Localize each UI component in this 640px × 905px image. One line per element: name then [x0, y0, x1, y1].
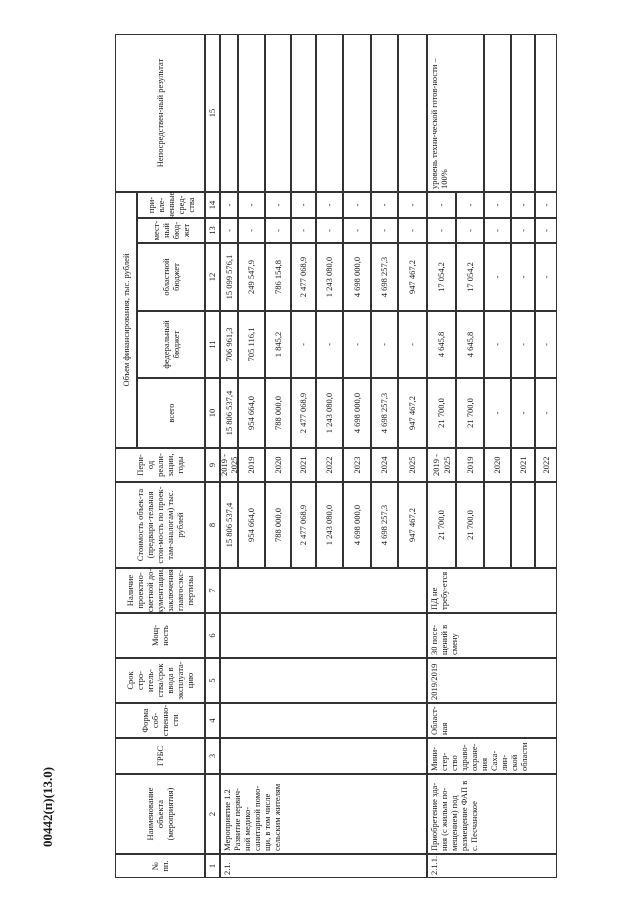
header-col11: федеральный бюджет: [137, 311, 205, 378]
attracted-cell: -: [484, 192, 511, 218]
period-cell: 2019: [238, 448, 265, 482]
cost-cell: 1 243 080,0: [316, 482, 343, 568]
period-cell: 2020: [265, 448, 291, 482]
local-cell: -: [371, 218, 398, 243]
regional-cell: 4 698 257,3: [371, 243, 398, 311]
row-psd: [220, 568, 427, 613]
federal-cell: 1 845,2: [265, 311, 291, 378]
column-number: 11: [205, 311, 220, 378]
period-cell: 2021: [511, 448, 535, 482]
column-number: 3: [205, 738, 220, 774]
column-number: 12: [205, 243, 220, 311]
header-col9: Пери-од реали-зации, годы: [115, 448, 205, 482]
regional-cell: 249 547,9: [238, 243, 265, 311]
cost-cell: [535, 482, 557, 568]
cost-cell: 21 700,0: [456, 482, 484, 568]
cost-cell: 4 698 257,3: [371, 482, 398, 568]
header-col15: Непосредствен-ный результат: [115, 34, 205, 192]
row-capacity: 30 посе-щений в смену: [427, 613, 557, 658]
column-number: 10: [205, 378, 220, 448]
attracted-cell: -: [265, 192, 291, 218]
cost-cell: 954 664,0: [238, 482, 265, 568]
footer-code: 00442(п)(13.0): [40, 766, 55, 848]
result-cell: [291, 34, 316, 192]
result-cell: [316, 34, 343, 192]
regional-cell: -: [484, 243, 511, 311]
row-number: 2.1.1.: [427, 854, 557, 878]
header-col2: Наименование объекта (мероприятия): [115, 774, 205, 854]
header-col1: № пп.: [115, 854, 205, 878]
financing-table-wrapper: [115, 34, 615, 878]
total-cell: -: [484, 378, 511, 448]
period-cell: 2021: [291, 448, 316, 482]
header-financing-title: Объем финансирования, тыс. рублей: [115, 192, 137, 448]
header-col10: всего: [137, 378, 205, 448]
cost-cell: 2 477 068,9: [291, 482, 316, 568]
regional-cell: 947 467,2: [398, 243, 427, 311]
column-number: 9: [205, 448, 220, 482]
regional-cell: 17 054,2: [427, 243, 456, 311]
row-ownership: Област-ная: [427, 703, 557, 738]
cost-cell: 21 700,0: [427, 482, 456, 568]
column-number: 6: [205, 613, 220, 658]
regional-cell: -: [511, 243, 535, 311]
column-number: 5: [205, 658, 220, 703]
column-number: 8: [205, 482, 220, 568]
local-cell: -: [535, 218, 557, 243]
result-cell: [398, 34, 427, 192]
column-number: 15: [205, 34, 220, 192]
cost-cell: 15 806 537,4: [220, 482, 238, 568]
regional-cell: -: [535, 243, 557, 311]
row-psd: ПД не требу-ется: [427, 568, 557, 613]
local-cell: -: [316, 218, 343, 243]
local-cell: -: [427, 218, 456, 243]
attracted-cell: -: [343, 192, 371, 218]
federal-cell: -: [343, 311, 371, 378]
regional-cell: 4 698 000,0: [343, 243, 371, 311]
row-name: Мероприятие 1.2 Развитие первич-ной медико-санитарной помо-щи, в том числе сельским жителям: [220, 774, 427, 854]
local-cell: -: [265, 218, 291, 243]
federal-cell: -: [484, 311, 511, 378]
column-number: 13: [205, 218, 220, 243]
attracted-cell: -: [316, 192, 343, 218]
result-cell: [371, 34, 398, 192]
result-cell: уровень техни-ческой готов-ности – 100%: [427, 34, 484, 192]
local-cell: -: [238, 218, 265, 243]
period-cell: 2023: [343, 448, 371, 482]
result-cell: [265, 34, 291, 192]
row-number: 2.1.: [220, 854, 427, 878]
attracted-cell: -: [427, 192, 456, 218]
header-col5: Срок стро-итель-ства/срок ввода в эксплуата-цию: [115, 658, 205, 703]
row-capacity: [220, 613, 427, 658]
result-cell: [535, 34, 557, 192]
federal-cell: 4 645,8: [427, 311, 456, 378]
header-col8: Стоимость объек-та (предвари-тельная стои-мость по проек-там-аналогам) тыс. рублей: [115, 482, 205, 568]
attracted-cell: -: [398, 192, 427, 218]
total-cell: 947 467,2: [398, 378, 427, 448]
total-cell: 2 477 068,9: [291, 378, 316, 448]
cost-cell: [484, 482, 511, 568]
period-cell: 2022: [535, 448, 557, 482]
column-number: 2: [205, 774, 220, 854]
column-number: 7: [205, 568, 220, 613]
result-cell: [343, 34, 371, 192]
total-cell: 954 664,0: [238, 378, 265, 448]
federal-cell: 4 645,8: [456, 311, 484, 378]
total-cell: 21 700,0: [456, 378, 484, 448]
local-cell: -: [291, 218, 316, 243]
federal-cell: -: [535, 311, 557, 378]
regional-cell: 786 154,8: [265, 243, 291, 311]
total-cell: 4 698 257,3: [371, 378, 398, 448]
federal-cell: 705 116,1: [238, 311, 265, 378]
local-cell: -: [220, 218, 238, 243]
federal-cell: -: [371, 311, 398, 378]
cost-cell: 947 467,2: [398, 482, 427, 568]
cost-cell: [511, 482, 535, 568]
header-col14: при-вле-ченные сред-ства: [137, 192, 205, 218]
period-cell: 2024: [371, 448, 398, 482]
regional-cell: 17 054,2: [456, 243, 484, 311]
total-cell: 21 700,0: [427, 378, 456, 448]
local-cell: -: [398, 218, 427, 243]
period-cell: 2019: [456, 448, 484, 482]
attracted-cell: -: [238, 192, 265, 218]
result-cell: [484, 34, 511, 192]
regional-cell: 2 477 068,9: [291, 243, 316, 311]
local-cell: -: [484, 218, 511, 243]
total-cell: -: [535, 378, 557, 448]
column-number: 1: [205, 854, 220, 878]
header-col4: Форма соб-ственно-сти: [115, 703, 205, 738]
result-cell: [238, 34, 265, 192]
federal-cell: 706 961,3: [220, 311, 238, 378]
attracted-cell: -: [456, 192, 484, 218]
period-cell: 2019 - 2025: [220, 448, 238, 482]
local-cell: -: [343, 218, 371, 243]
column-number: 4: [205, 703, 220, 738]
total-cell: -: [511, 378, 535, 448]
header-col6: Мощ-ность: [115, 613, 205, 658]
row-grbs: [220, 738, 427, 774]
federal-cell: -: [511, 311, 535, 378]
row-term: [220, 658, 427, 703]
attracted-cell: -: [535, 192, 557, 218]
cost-cell: 4 698 000,0: [343, 482, 371, 568]
federal-cell: -: [291, 311, 316, 378]
header-col13: мест-ный бюд-жет: [137, 218, 205, 243]
column-number: 14: [205, 192, 220, 218]
federal-cell: -: [316, 311, 343, 378]
local-cell: -: [511, 218, 535, 243]
result-cell: [511, 34, 535, 192]
row-ownership: [220, 703, 427, 738]
header-col7: Наличие проектно-сметной до-кументации, заключения главгосэкс-пертизы: [115, 568, 205, 613]
attracted-cell: -: [511, 192, 535, 218]
row-term: 2019/2019: [427, 658, 557, 703]
federal-cell: -: [398, 311, 427, 378]
result-cell: [220, 34, 238, 192]
period-cell: 2019 - 2025: [427, 448, 456, 482]
total-cell: 15 806 537,4: [220, 378, 238, 448]
regional-cell: 1 243 080,0: [316, 243, 343, 311]
cost-cell: 788 000,0: [265, 482, 291, 568]
header-col3: ГРБС: [115, 738, 205, 774]
period-cell: 2020: [484, 448, 511, 482]
period-cell: 2022: [316, 448, 343, 482]
header-col12: областной бюджет: [137, 243, 205, 311]
regional-cell: 15 099 576,1: [220, 243, 238, 311]
total-cell: 788 000,0: [265, 378, 291, 448]
row-grbs: Мини-стер-ство здраво-охране-ния Саха-лин-ской области: [427, 738, 557, 774]
attracted-cell: -: [371, 192, 398, 218]
financing-table: [115, 34, 615, 878]
row-name: Приобретение зда-ния (с жилым по-мещением) под размещение ФАП в с. Песчанское: [427, 774, 557, 854]
attracted-cell: -: [220, 192, 238, 218]
total-cell: 4 698 000,0: [343, 378, 371, 448]
attracted-cell: -: [291, 192, 316, 218]
period-cell: 2025: [398, 448, 427, 482]
local-cell: -: [456, 218, 484, 243]
total-cell: 1 243 080,0: [316, 378, 343, 448]
